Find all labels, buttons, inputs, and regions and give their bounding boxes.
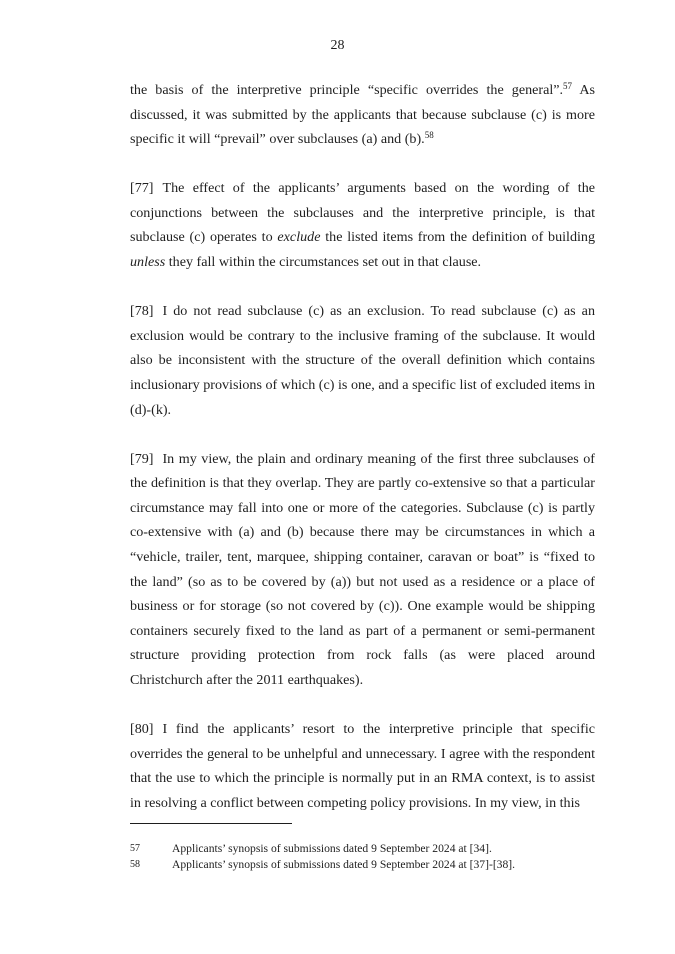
paragraph-text: the listed items from the definition of building [320, 229, 596, 246]
paragraph-text: they fall within the circumstances set out in that clause. [165, 254, 482, 271]
footnote-text: Applicants’ synopsis of submissions dated 9 September 2024 at [34]. [172, 842, 492, 855]
paragraph-continuation [130, 78, 595, 152]
footnote-mark: 57 [130, 843, 140, 854]
emphasis-text: exclude [277, 229, 321, 246]
paragraph-77 [130, 176, 595, 274]
footnote-reference: 58 [424, 130, 434, 141]
emphasis-text: unless [130, 254, 166, 271]
footnote-reference: 57 [563, 81, 573, 91]
paragraph-79 [130, 447, 595, 693]
paragraph-text: the basis of the interpretive principle “specific overrides the general”. [130, 82, 564, 98]
footnote-mark: 58 [130, 859, 140, 870]
paragraph-text: In my view, the plain and ordinary meaning of the first three subclauses of the definition is that they overlap. They are partly co-extensive so that a particular circumstance may fall into one or more of the categories. Subclause (c) is partly co-extensive with (a) and (b) because there may be circumstances in which a “vehicle, trailer, tent, marquee, shipping container, caravan or boat” is “fixed to the land” (so as to be covered by (a)) but not used as a residence or a place of business or for storage (so not covered by (c)). One example would be shipping containers securely fixed to the land as part of a permanent or semi-permanent structure providing protection from rock falls (as were placed around Christchurch after the 2011 earthquakes). [130, 450, 595, 688]
paragraph-number: [79] [130, 450, 154, 467]
footnote [130, 857, 595, 873]
paragraph-number: [78] [130, 303, 154, 320]
paragraph-80 [130, 717, 595, 815]
paragraph-78 [130, 299, 595, 422]
footnotes [130, 841, 595, 873]
page-number: 28 [330, 38, 345, 53]
body-text [130, 78, 595, 840]
paragraph-number: [77] [130, 180, 154, 197]
paragraph-number: [80] [130, 721, 154, 738]
footnote-divider [130, 823, 292, 824]
paragraph-text: As discussed, it was submitted by the applicants that because subclause (c) is more specific it will “prevail” over subclauses (a) and (b). [130, 82, 595, 148]
footnote [130, 841, 595, 857]
footnote-text: Applicants’ synopsis of submissions dated 9 September 2024 at [37]-[38]. [172, 858, 516, 871]
paragraph-text: I find the applicants’ resort to the interpretive principle that specific overrides the general to be unhelpful and unnecessary. I agree with the respondent that the use to which the principle is normally put in an RMA context, is to assist in resolving a conflict between competing policy provisions. In my view, in this [130, 721, 595, 811]
paragraph-text: I do not read subclause (c) as an exclusion. To read subclause (c) as an exclusion would be contrary to the inclusive framing of the subclause. It would also be inconsistent with the structure of the overall definition which contains inclusionary provisions of which (c) is one, and a specific list of excluded items in (d)-(k). [130, 303, 595, 418]
paragraph-text: The effect of the applicants’ arguments based on the wording of the conjunctions between the subclauses and the interpretive principle, is that subclause (c) operates to [130, 180, 595, 246]
